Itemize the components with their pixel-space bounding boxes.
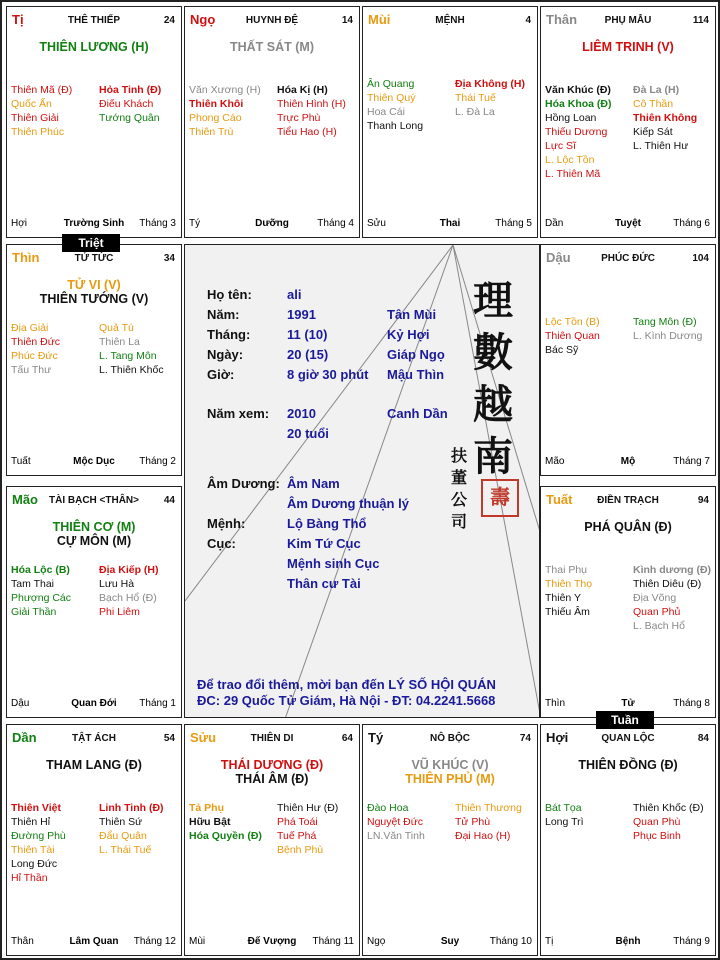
main-star: THIÊN CƠ (M)	[52, 520, 136, 534]
star-item: L. Lộc Tồn	[545, 154, 595, 166]
palace-ty	[362, 724, 538, 956]
star-item: Quốc Ấn	[11, 98, 52, 110]
right-star-list	[633, 315, 717, 343]
star-item: Thiên Quý	[367, 92, 416, 104]
star-item: Thiên Đức	[11, 336, 61, 348]
branch-label: Mùi	[368, 12, 391, 27]
star-item: Thiên Y	[545, 592, 581, 604]
footer-branch: Hợi	[11, 218, 28, 229]
ngay-label: Ngày:	[207, 347, 244, 362]
gio-can: Mậu Thìn	[387, 367, 445, 382]
left-star-list	[189, 801, 275, 843]
palace-name: ĐIỀN TRẠCH	[597, 495, 659, 506]
palace-footer	[363, 215, 537, 237]
star-item: Bác Sỹ	[545, 344, 579, 356]
footer-month: Tháng 2	[139, 456, 176, 467]
star-item: Thiên Quan	[545, 330, 600, 342]
palace-number: 104	[692, 253, 709, 264]
branch-label: Mão	[12, 492, 38, 507]
footer-stage: Bệnh	[615, 936, 641, 947]
star-item: Thiên Giải	[11, 112, 59, 124]
star-item: L. Thiên Mã	[545, 168, 601, 180]
center-info-panel	[184, 244, 540, 718]
calligraphy-main: 理數越南	[473, 277, 513, 480]
palace-name: THÊ THIẾP	[67, 15, 121, 26]
footer-stage: Tử	[621, 698, 635, 709]
palace-name: NÔ BỘC	[430, 733, 470, 744]
palace-footer	[541, 215, 715, 237]
star-item: Địa Không (H)	[455, 78, 525, 90]
star-item: Thiên Tài	[11, 844, 55, 856]
footer-stage: Mộ	[620, 456, 636, 467]
left-star-list	[545, 315, 631, 357]
palace-number: 94	[697, 495, 709, 506]
main-star: CỰ MÔN (M)	[56, 534, 132, 548]
right-star-list	[99, 321, 183, 377]
star-item: Tiểu Hao (H)	[277, 126, 337, 138]
palace-number: 74	[519, 733, 531, 744]
star-item: Tử Phù	[455, 816, 491, 828]
star-item: Trực Phù	[277, 112, 321, 124]
star-item: Quả Tú	[99, 322, 134, 334]
footer-month: Tháng 8	[673, 698, 710, 709]
nam-value: 1991	[287, 307, 316, 322]
footer-month: Tháng 5	[495, 218, 532, 229]
star-item: Hóa Quyền (Đ)	[189, 830, 262, 842]
branch-label: Tuất	[546, 492, 573, 507]
star-item: L. Thiên Hư	[633, 140, 689, 152]
star-item: Hóa Lộc (B)	[11, 564, 70, 576]
main-star: THAM LANG (Đ)	[46, 758, 142, 772]
cuc-label: Cục:	[207, 536, 236, 551]
right-star-list	[99, 563, 183, 619]
palace-number: 24	[163, 15, 175, 26]
star-item: Nguyệt Đức	[367, 816, 424, 828]
main-star: THIÊN PHỦ (M)	[405, 772, 495, 786]
star-item: Thiên Phúc	[11, 126, 65, 138]
palace-footer	[541, 453, 715, 475]
footer-branch: Tị	[545, 936, 554, 947]
star-item: Ân Quang	[367, 78, 415, 90]
palace-mao	[6, 486, 182, 718]
star-item: Cô Thần	[633, 98, 674, 110]
star-item: Lưu Hà	[99, 578, 135, 590]
star-item: Tam Thai	[11, 578, 54, 590]
star-item: Long Trì	[545, 816, 584, 828]
right-star-list	[633, 83, 717, 153]
left-star-list	[367, 801, 453, 843]
star-item: LN.Văn Tinh	[367, 830, 425, 842]
am-duong-value: Âm Nam	[287, 476, 340, 491]
footer-branch: Mão	[545, 456, 565, 467]
footer-stage: Dưỡng	[255, 218, 289, 229]
left-star-list	[11, 801, 97, 885]
star-item: Thiên Hư (Đ)	[277, 802, 339, 814]
thang-can: Kỷ Hợi	[387, 327, 430, 342]
palace-ti	[6, 6, 182, 238]
right-star-list	[455, 77, 539, 119]
footer-stage: Tuyệt	[615, 218, 641, 229]
nam-can: Tân Mùi	[387, 307, 437, 322]
footer-branch: Tý	[189, 218, 201, 229]
tuoi-value: 20 tuổi	[287, 426, 329, 441]
star-item: Phục Binh	[633, 830, 681, 842]
palace-name: PHÚC ĐỨC	[601, 253, 655, 264]
star-item: Thiên Không	[633, 112, 698, 124]
footer-branch: Mùi	[189, 936, 206, 947]
palace-footer	[7, 453, 181, 475]
left-star-list	[367, 77, 453, 133]
right-star-list	[99, 83, 183, 125]
branch-label: Dần	[12, 730, 37, 745]
star-item: Long Đức	[11, 858, 58, 870]
star-item: Bệnh Phù	[277, 844, 324, 856]
star-item: Tả Phụ	[189, 802, 225, 814]
star-item: Giải Thần	[11, 606, 57, 618]
star-item: Đào Hoa	[367, 802, 409, 814]
footer-stage: Đế Vượng	[247, 936, 297, 947]
palace-number: 14	[341, 15, 353, 26]
star-item: Thiên Hình (H)	[277, 98, 346, 110]
footer-month: Tháng 1	[139, 698, 176, 709]
star-item: Văn Khúc (Đ)	[545, 84, 611, 96]
palace-number: 44	[163, 495, 175, 506]
branch-label: Ngọ	[190, 12, 216, 27]
footer-line-2: ĐC: 29 Quốc Tử Giám, Hà Nội - ĐT: 04.2241.5668	[197, 693, 496, 708]
star-item: L. Đà La	[455, 106, 495, 118]
star-item: L. Kình Dương	[633, 330, 703, 342]
calligraphy-small: 扶董公司	[450, 446, 467, 531]
footer-month: Tháng 12	[133, 936, 176, 947]
footer-stage: Trường Sinh	[63, 218, 125, 229]
left-star-list	[545, 83, 631, 181]
footer-branch: Sửu	[367, 218, 386, 229]
palace-number: 54	[163, 733, 175, 744]
star-item: Hoa Cái	[367, 106, 405, 118]
palace-footer	[541, 933, 715, 955]
star-item: L. Bạch Hổ	[633, 620, 685, 632]
branch-label: Thân	[546, 12, 578, 27]
left-star-list	[11, 321, 97, 377]
main-star: THÁI DƯƠNG (Đ)	[220, 758, 324, 772]
ho-ten-value: ali	[287, 287, 302, 302]
right-star-list	[277, 801, 361, 857]
star-item: Tấu Thư	[11, 364, 52, 376]
main-star: PHÁ QUÂN (Đ)	[584, 520, 672, 534]
footer-stage: Lâm Quan	[69, 936, 119, 947]
main-star: THẤT SÁT (M)	[229, 40, 314, 54]
star-item: Điếu Khách	[99, 98, 154, 110]
star-item: Đẩu Quân	[99, 830, 147, 842]
palace-name: PHỤ MẪU	[604, 15, 652, 26]
star-item: Địa Giải	[11, 322, 49, 334]
palace-name: TẬT ÁCH	[72, 733, 116, 744]
footer-month: Tháng 3	[139, 218, 176, 229]
branch-label: Tị	[12, 12, 24, 27]
branch-label: Tý	[368, 730, 384, 745]
star-item: Hỏa Tinh (Đ)	[99, 84, 162, 96]
right-star-list	[99, 801, 183, 857]
ngay-value: 20 (15)	[287, 347, 329, 362]
right-star-list	[633, 563, 717, 633]
red-seal-stamp: 壽	[481, 479, 519, 517]
ho-ten-label: Họ tên:	[207, 287, 252, 302]
star-item: Hữu Bật	[189, 816, 231, 828]
star-item: Thiên Khôi	[189, 98, 244, 110]
star-item: Bạch Hổ (Đ)	[99, 592, 157, 604]
star-item: Kiếp Sát	[633, 126, 673, 138]
star-item: Phá Toái	[277, 816, 318, 828]
star-item: Linh Tinh (Đ)	[99, 802, 164, 814]
palace-mui	[362, 6, 538, 238]
branch-label: Dậu	[546, 250, 571, 265]
star-item: Phượng Các	[11, 592, 72, 604]
star-item: Hỉ Thần	[11, 872, 48, 884]
branch-label: Thìn	[12, 250, 40, 265]
footer-branch: Thìn	[545, 698, 566, 709]
palace-footer	[185, 215, 359, 237]
star-item: Thiên Trù	[189, 126, 234, 138]
tuan-marker: Tuần	[596, 711, 654, 729]
star-item: Thái Tuế	[455, 92, 496, 104]
star-item: Thiên Sứ	[99, 816, 143, 828]
palace-suu	[184, 724, 360, 956]
star-item: Quan Phù	[633, 816, 681, 828]
star-item: Địa Võng	[633, 592, 677, 604]
star-item: Thiên Thương	[455, 802, 522, 814]
nam-label: Năm:	[207, 307, 240, 322]
star-item: Phi Liêm	[99, 606, 140, 618]
star-item: Phúc Đức	[11, 350, 58, 362]
footer-stage: Quan Đới	[71, 698, 117, 709]
gio-label: Giờ:	[207, 367, 235, 382]
palace-number: 34	[163, 253, 175, 264]
am-duong-label: Âm Dương:	[207, 476, 280, 491]
star-item: Đà La (H)	[633, 84, 680, 96]
star-item: Bát Tọa	[545, 802, 582, 814]
star-item: Quan Phủ	[633, 606, 681, 618]
star-item: Tướng Quân	[99, 112, 160, 124]
palace-dan	[6, 724, 182, 956]
star-item: Thiếu Dương	[545, 126, 608, 138]
star-item: Thai Phụ	[545, 564, 588, 576]
palace-name: TÀI BẠCH <THÂN>	[48, 495, 139, 506]
thang-value: 11 (10)	[287, 327, 328, 342]
footer-month: Tháng 11	[312, 936, 354, 947]
palace-dau	[540, 244, 716, 476]
footer-month: Tháng 6	[673, 218, 710, 229]
left-star-list	[189, 83, 275, 139]
palace-footer	[363, 933, 537, 955]
star-item: Lực Sĩ	[545, 140, 576, 152]
left-star-list	[11, 83, 97, 139]
star-item: L. Tang Môn	[99, 350, 157, 362]
star-item: Đường Phù	[11, 830, 66, 842]
triet-marker: Triệt	[62, 234, 120, 252]
star-item: Thiên La	[99, 336, 140, 348]
am-duong-extra: Âm Dương thuận lý	[287, 496, 409, 511]
footer-stage: Thai	[439, 218, 461, 229]
palace-ngo	[184, 6, 360, 238]
star-item: L. Thiên Khốc	[99, 364, 164, 376]
ngay-can: Giáp Ngọ	[387, 347, 445, 362]
cuc-extra-2: Thân cư Tài	[287, 576, 361, 591]
star-item: Hóa Khoa (Đ)	[545, 98, 612, 110]
footer-branch: Ngọ	[367, 936, 386, 947]
footer-branch: Dậu	[11, 698, 30, 709]
branch-label: Hợi	[546, 730, 569, 745]
star-item: Thiên Hỉ	[11, 816, 51, 828]
palace-number: 4	[525, 15, 531, 26]
star-item: L. Thái Tuế	[99, 844, 152, 856]
footer-month: Tháng 4	[317, 218, 354, 229]
footer-branch: Dần	[545, 218, 564, 229]
star-item: Phong Cáo	[189, 112, 242, 124]
palace-number: 84	[697, 733, 709, 744]
gio-value: 8 giờ 30 phút	[287, 367, 369, 382]
star-item: Văn Xương (H)	[189, 84, 261, 96]
palace-tuat	[540, 486, 716, 718]
cuc-extra-1: Mệnh sinh Cục	[287, 556, 380, 571]
palace-hoi	[540, 724, 716, 956]
palace-thin	[6, 244, 182, 476]
star-item: Tuế Phá	[277, 830, 317, 842]
main-star: THIÊN TƯỚNG (V)	[39, 292, 149, 306]
palace-footer	[185, 933, 359, 955]
main-star: LIÊM TRINH (V)	[582, 40, 674, 54]
palace-than	[540, 6, 716, 238]
left-star-list	[545, 801, 631, 829]
menh-value: Lộ Bàng Thổ	[287, 516, 367, 531]
star-item: Thiên Mã (Đ)	[11, 84, 73, 96]
star-item: Địa Kiếp (H)	[99, 564, 159, 576]
palace-footer	[7, 695, 181, 717]
palace-number: 114	[692, 15, 709, 26]
palace-number: 64	[341, 733, 353, 744]
star-item: Kình dương (Đ)	[633, 564, 712, 576]
palace-footer	[7, 933, 181, 955]
footer-month: Tháng 10	[489, 936, 532, 947]
palace-name: HUYNH ĐỆ	[245, 15, 299, 26]
star-item: Thiên Thọ	[545, 578, 593, 590]
star-item: Hồng Loan	[545, 112, 597, 124]
right-star-list	[455, 801, 539, 843]
footer-branch: Thân	[11, 936, 34, 947]
footer-branch: Tuất	[11, 456, 31, 467]
left-star-list	[11, 563, 97, 619]
palace-name: MỆNH	[435, 15, 465, 26]
main-star: THIÊN ĐỒNG (Đ)	[578, 758, 678, 772]
footer-line-1: Để trao đổi thêm, mời bạn đến LÝ SỐ HỘI QUÁN	[197, 677, 496, 692]
right-star-list	[277, 83, 361, 139]
star-item: Thanh Long	[367, 120, 424, 132]
star-item: Thiên Việt	[11, 802, 61, 814]
main-star: TỬ VI (V)	[67, 278, 121, 292]
nam-xem-label: Năm xem:	[207, 406, 270, 421]
palace-name: TỬ TỨC	[74, 253, 114, 264]
branch-label: Sửu	[190, 730, 217, 745]
main-star: VŨ KHÚC (V)	[411, 758, 489, 772]
star-item: Hóa Kị (H)	[277, 84, 328, 96]
footer-month: Tháng 7	[673, 456, 710, 467]
star-item: Thiên Khốc (Đ)	[633, 802, 704, 814]
footer-month: Tháng 9	[673, 936, 710, 947]
thang-label: Tháng:	[207, 327, 251, 342]
star-item: Thiên Diêu (Đ)	[633, 578, 702, 590]
star-item: Lộc Tồn (B)	[545, 316, 600, 328]
cuc-value: Kim Tứ Cục	[287, 536, 361, 551]
palace-name: QUAN LỘC	[601, 733, 655, 744]
footer-stage: Suy	[440, 936, 460, 947]
nam-xem-value: 2010	[287, 406, 316, 421]
star-item: Thiếu Âm	[545, 606, 590, 618]
star-item: Đại Hao (H)	[455, 830, 511, 842]
palace-name: THIÊN DI	[250, 733, 294, 744]
menh-label: Mệnh:	[207, 516, 246, 531]
nam-xem-can: Canh Dần	[387, 406, 448, 421]
main-star: THIÊN LƯƠNG (H)	[39, 40, 149, 54]
left-star-list	[545, 563, 631, 619]
footer-stage: Mộc Dục	[73, 456, 115, 467]
star-item: Tang Môn (Đ)	[633, 316, 697, 328]
main-star: THÁI ÂM (Đ)	[235, 772, 309, 786]
right-star-list	[633, 801, 717, 843]
